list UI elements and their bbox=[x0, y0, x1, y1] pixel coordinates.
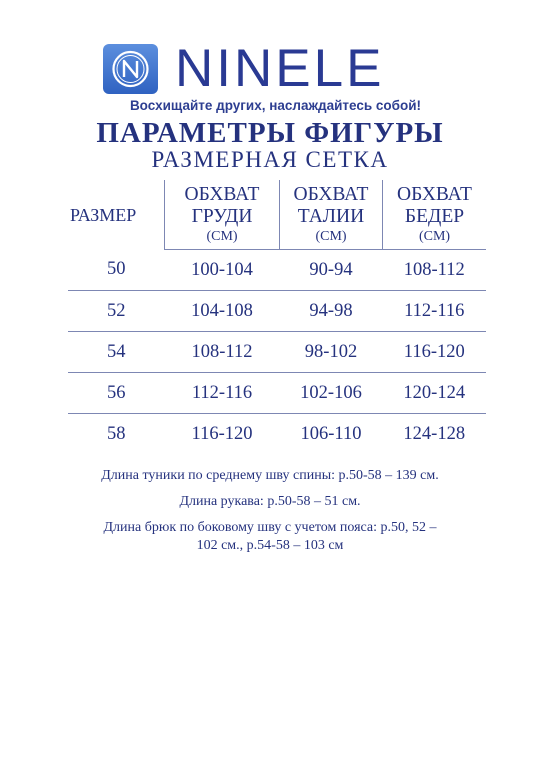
table-row bbox=[68, 250, 486, 291]
table-row bbox=[68, 332, 486, 373]
cell-waist: 98-102 bbox=[280, 332, 383, 373]
cell-waist: 102-106 bbox=[280, 373, 383, 414]
header-waist-line2: ТАЛИИ bbox=[297, 205, 365, 227]
header-chest-line1: ОБХВАТ bbox=[184, 183, 260, 205]
header-hips-line2: БЕДЕР bbox=[404, 205, 465, 227]
brand-logo bbox=[103, 39, 448, 116]
page-subtitle: РАЗМЕРНАЯ СЕТКА bbox=[151, 147, 389, 172]
ninele-logo-icon bbox=[103, 44, 158, 94]
table-header-row bbox=[68, 180, 486, 250]
table-row bbox=[68, 291, 486, 332]
cell-chest: 108-112 bbox=[165, 332, 280, 373]
brand-name: NINELE bbox=[175, 39, 385, 98]
note-trousers-length bbox=[40, 519, 500, 555]
cell-hips: 120-124 bbox=[383, 373, 487, 414]
note-trousers-line2: 102 см., р.54-58 – 103 см bbox=[196, 538, 344, 553]
cell-chest: 116-120 bbox=[165, 414, 280, 455]
cell-size: 58 bbox=[68, 414, 165, 455]
measurement-notes bbox=[40, 467, 500, 555]
cell-chest: 112-116 bbox=[165, 373, 280, 414]
header-hips-unit: (СМ) bbox=[418, 228, 451, 244]
page-title: ПАРАМЕТРЫ ФИГУРЫ bbox=[96, 117, 444, 149]
cell-size: 52 bbox=[68, 291, 165, 332]
cell-chest: 100-104 bbox=[165, 250, 280, 291]
header-hips bbox=[383, 180, 487, 250]
brand-slogan: Восхищайте других, наслаждайтесь собой! bbox=[129, 98, 422, 113]
size-chart-table bbox=[68, 180, 486, 454]
cell-waist: 90-94 bbox=[280, 250, 383, 291]
header-size: РАЗМЕР bbox=[70, 204, 137, 225]
cell-hips: 112-116 bbox=[383, 291, 487, 332]
header-waist-line1: ОБХВАТ bbox=[293, 183, 369, 205]
note-tunic-length: Длина туники по среднему шву спины: р.50-58 – 139 см. bbox=[101, 468, 439, 483]
header-chest-line2: ГРУДИ bbox=[191, 205, 253, 227]
cell-size: 56 bbox=[68, 373, 165, 414]
header-waist bbox=[280, 180, 383, 250]
header-chest bbox=[165, 180, 280, 250]
cell-waist: 94-98 bbox=[280, 291, 383, 332]
header-chest-unit: (СМ) bbox=[206, 228, 238, 244]
table-row bbox=[68, 414, 486, 455]
cell-waist: 106-110 bbox=[280, 414, 383, 455]
cell-chest: 104-108 bbox=[165, 291, 280, 332]
cell-size: 54 bbox=[68, 332, 165, 373]
note-sleeve-length: Длина рукава: р.50-58 – 51 см. bbox=[179, 494, 361, 509]
cell-hips: 108-112 bbox=[383, 250, 487, 291]
table-row bbox=[68, 373, 486, 414]
header-waist-unit: (СМ) bbox=[315, 228, 347, 244]
note-trousers-line1: Длина брюк по боковому шву с учетом пояса: р.50, 52 – bbox=[103, 520, 437, 535]
cell-size: 50 bbox=[107, 259, 126, 280]
header-hips-line1: ОБХВАТ bbox=[397, 183, 472, 205]
cell-hips: 124-128 bbox=[383, 414, 487, 455]
cell-hips: 116-120 bbox=[383, 332, 487, 373]
